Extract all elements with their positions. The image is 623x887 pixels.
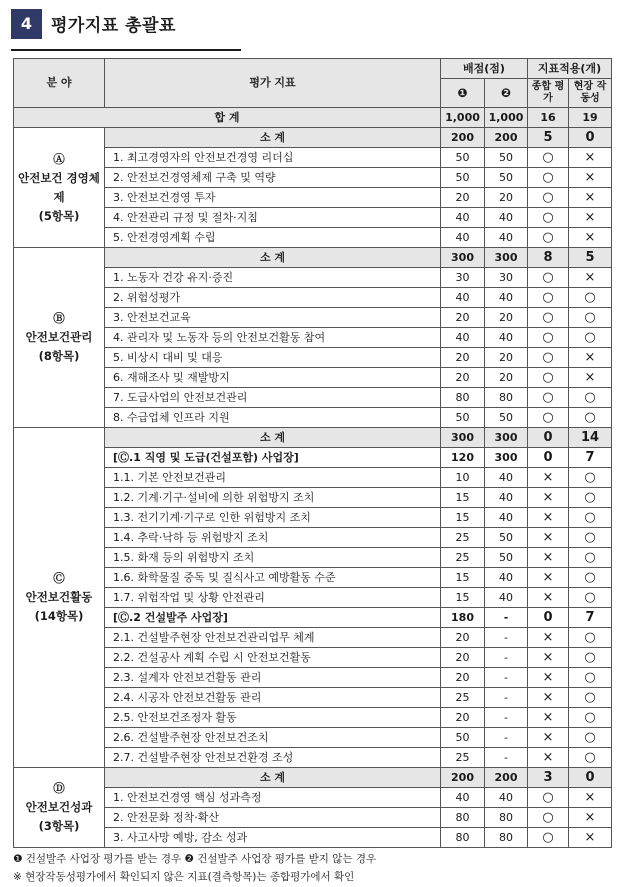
score-1-cell: 20 bbox=[441, 308, 485, 328]
comprehensive-cell: ○ bbox=[528, 828, 569, 848]
onsite-cell: × bbox=[569, 168, 612, 188]
onsite-cell: ○ bbox=[569, 408, 612, 428]
section-title: 평가지표 총괄표 bbox=[51, 16, 176, 36]
onsite-cell: × bbox=[569, 228, 612, 248]
score-2-cell: 50 bbox=[485, 168, 528, 188]
score-1-cell: 50 bbox=[441, 408, 485, 428]
indicator-label: 3. 사고사망 예방, 감소 성과 bbox=[105, 828, 441, 848]
score-2-cell: 40 bbox=[485, 468, 528, 488]
subtotal-label: 소 계 bbox=[105, 248, 441, 268]
comprehensive-cell: × bbox=[528, 548, 569, 568]
indicator-label: 2. 위험성평가 bbox=[105, 288, 441, 308]
header-score-2: ❷ bbox=[485, 79, 528, 108]
onsite-cell: ○ bbox=[569, 688, 612, 708]
score-1-cell: 20 bbox=[441, 368, 485, 388]
score-2-cell: - bbox=[485, 608, 528, 628]
section-mark: Ⓓ bbox=[53, 781, 65, 795]
score-2-cell: - bbox=[485, 728, 528, 748]
onsite-cell: ○ bbox=[569, 548, 612, 568]
comprehensive-cell: ○ bbox=[528, 188, 569, 208]
section-count: (14항목) bbox=[34, 609, 84, 623]
onsite-cell: × bbox=[569, 268, 612, 288]
indicator-label: 4. 안전관리 규정 및 절차·지침 bbox=[105, 208, 441, 228]
score-1-cell: 25 bbox=[441, 748, 485, 768]
comprehensive-cell: × bbox=[528, 588, 569, 608]
subtotal-label: 소 계 bbox=[105, 768, 441, 788]
score-2-cell: 50 bbox=[485, 548, 528, 568]
header-score-1: ❶ bbox=[441, 79, 485, 108]
section-field-cell bbox=[14, 428, 105, 768]
onsite-cell: ○ bbox=[569, 508, 612, 528]
section-subtotal-row bbox=[14, 768, 612, 788]
score-1-cell: 80 bbox=[441, 828, 485, 848]
section-mark: Ⓒ bbox=[53, 571, 65, 585]
subtotal-label: 소 계 bbox=[105, 128, 441, 148]
onsite-cell: ○ bbox=[569, 568, 612, 588]
indicator-label: 5. 비상시 대비 및 대응 bbox=[105, 348, 441, 368]
score-1-cell: 180 bbox=[441, 608, 485, 628]
score-2-cell: - bbox=[485, 668, 528, 688]
score-1-cell: 40 bbox=[441, 228, 485, 248]
onsite-cell: × bbox=[569, 188, 612, 208]
comprehensive-cell: ○ bbox=[528, 308, 569, 328]
score-2-cell: 40 bbox=[485, 288, 528, 308]
onsite-cell: ○ bbox=[569, 668, 612, 688]
score-2-cell: - bbox=[485, 648, 528, 668]
comprehensive-cell: ○ bbox=[528, 368, 569, 388]
comprehensive-cell: 8 bbox=[528, 248, 569, 268]
onsite-cell: ○ bbox=[569, 328, 612, 348]
onsite-cell: 14 bbox=[569, 428, 612, 448]
score-2-cell: 30 bbox=[485, 268, 528, 288]
score-2-cell: 40 bbox=[485, 788, 528, 808]
indicator-label: 1.2. 기계·기구·설비에 의한 위험방지 조치 bbox=[105, 488, 441, 508]
comprehensive-cell: ○ bbox=[528, 808, 569, 828]
section-count: (8항목) bbox=[38, 349, 80, 363]
comprehensive-cell: ○ bbox=[528, 348, 569, 368]
footnote-missing-items: ※ 현장작동성평가에서 확인되지 않은 지표(결측항목)는 종합평가에서 확인 bbox=[13, 871, 355, 883]
comprehensive-cell: × bbox=[528, 748, 569, 768]
indicator-label: 2.6. 건설발주현장 안전보건조치 bbox=[105, 728, 441, 748]
comprehensive-cell: × bbox=[528, 628, 569, 648]
score-1-cell: 40 bbox=[441, 788, 485, 808]
comprehensive-cell: ○ bbox=[528, 148, 569, 168]
total-score-1: 1,000 bbox=[441, 108, 485, 128]
score-1-cell: 15 bbox=[441, 588, 485, 608]
section-subtotal-row bbox=[14, 128, 612, 148]
section-subtotal-row bbox=[14, 248, 612, 268]
score-2-cell: 40 bbox=[485, 588, 528, 608]
comprehensive-cell: × bbox=[528, 528, 569, 548]
comprehensive-cell: 0 bbox=[528, 448, 569, 468]
score-1-cell: 50 bbox=[441, 728, 485, 748]
comprehensive-cell: ○ bbox=[528, 408, 569, 428]
section-count: (5항목) bbox=[38, 208, 80, 223]
onsite-cell: 0 bbox=[569, 128, 612, 148]
onsite-cell: × bbox=[569, 208, 612, 228]
score-1-cell: 25 bbox=[441, 548, 485, 568]
score-1-cell: 20 bbox=[441, 348, 485, 368]
score-2-cell: 50 bbox=[485, 148, 528, 168]
score-2-cell: 50 bbox=[485, 408, 528, 428]
comprehensive-cell: ○ bbox=[528, 328, 569, 348]
total-onsite: 19 bbox=[569, 108, 612, 128]
indicator-label: 3. 안전보건교육 bbox=[105, 308, 441, 328]
onsite-cell: × bbox=[569, 788, 612, 808]
indicator-label: 1. 노동자 건강 유지·증진 bbox=[105, 268, 441, 288]
onsite-cell: 7 bbox=[569, 608, 612, 628]
score-2-cell: 80 bbox=[485, 828, 528, 848]
score-2-cell: - bbox=[485, 708, 528, 728]
score-2-cell: 40 bbox=[485, 568, 528, 588]
onsite-cell: 7 bbox=[569, 448, 612, 468]
onsite-cell: ○ bbox=[569, 588, 612, 608]
score-1-cell: 300 bbox=[441, 248, 485, 268]
onsite-cell: ○ bbox=[569, 388, 612, 408]
onsite-cell: × bbox=[569, 348, 612, 368]
comprehensive-cell: × bbox=[528, 468, 569, 488]
comprehensive-cell: × bbox=[528, 508, 569, 528]
comprehensive-cell: × bbox=[528, 488, 569, 508]
header-indicator: 평가 지표 bbox=[105, 59, 441, 108]
score-1-cell: 30 bbox=[441, 268, 485, 288]
score-1-cell: 40 bbox=[441, 328, 485, 348]
comprehensive-cell: ○ bbox=[528, 228, 569, 248]
score-2-cell: 300 bbox=[485, 428, 528, 448]
score-1-cell: 80 bbox=[441, 388, 485, 408]
onsite-cell: ○ bbox=[569, 468, 612, 488]
section-count: (3항목) bbox=[38, 819, 80, 833]
section-field-cell bbox=[14, 128, 105, 248]
score-1-cell: 40 bbox=[441, 208, 485, 228]
footnotes bbox=[13, 850, 376, 886]
section-subtotal-row bbox=[14, 428, 612, 448]
onsite-cell: 0 bbox=[569, 768, 612, 788]
onsite-cell: ○ bbox=[569, 308, 612, 328]
section-name: 안전보건성과 bbox=[25, 800, 93, 814]
score-2-cell: 20 bbox=[485, 188, 528, 208]
onsite-cell: ○ bbox=[569, 288, 612, 308]
comprehensive-cell: ○ bbox=[528, 268, 569, 288]
score-1-cell: 120 bbox=[441, 448, 485, 468]
onsite-cell: × bbox=[569, 808, 612, 828]
total-label: 합 계 bbox=[14, 108, 441, 128]
score-2-cell: 20 bbox=[485, 348, 528, 368]
comprehensive-cell: 5 bbox=[528, 128, 569, 148]
comprehensive-cell: × bbox=[528, 688, 569, 708]
onsite-cell: ○ bbox=[569, 628, 612, 648]
comprehensive-cell: ○ bbox=[528, 208, 569, 228]
score-1-cell: 20 bbox=[441, 188, 485, 208]
section-field-cell bbox=[14, 248, 105, 428]
section-mark: Ⓐ bbox=[53, 151, 65, 166]
indicator-label: 5. 안전경영계획 수립 bbox=[105, 228, 441, 248]
onsite-cell: ○ bbox=[569, 648, 612, 668]
indicator-label: 6. 재해조사 및 재발방지 bbox=[105, 368, 441, 388]
score-2-cell: 40 bbox=[485, 328, 528, 348]
onsite-cell: ○ bbox=[569, 728, 612, 748]
header-score-group: 배점(점) bbox=[441, 59, 528, 79]
score-1-cell: 80 bbox=[441, 808, 485, 828]
section-field-cell bbox=[14, 768, 105, 848]
comprehensive-cell: × bbox=[528, 708, 569, 728]
score-1-cell: 25 bbox=[441, 688, 485, 708]
comprehensive-cell: × bbox=[528, 728, 569, 748]
indicator-label: 1.6. 화학물질 중독 및 질식사고 예방활동 수준 bbox=[105, 568, 441, 588]
score-2-cell: 200 bbox=[485, 128, 528, 148]
score-2-cell: 20 bbox=[485, 308, 528, 328]
indicator-label: 2.2. 건설공사 계획 수립 시 안전보건활동 bbox=[105, 648, 441, 668]
score-2-cell: - bbox=[485, 748, 528, 768]
header-onsite: 현장 작동성 bbox=[569, 79, 612, 108]
score-1-cell: 200 bbox=[441, 768, 485, 788]
score-1-cell: 20 bbox=[441, 628, 485, 648]
score-1-cell: 300 bbox=[441, 428, 485, 448]
indicator-label: 8. 수급업체 인프라 지원 bbox=[105, 408, 441, 428]
indicator-label: 2. 안전문화 정착·확산 bbox=[105, 808, 441, 828]
total-score-2: 1,000 bbox=[485, 108, 528, 128]
score-1-cell: 25 bbox=[441, 528, 485, 548]
group-label: [Ⓒ.1 직영 및 도급(건설포함) 사업장] bbox=[105, 448, 441, 468]
indicator-label: 3. 안전보건경영 투자 bbox=[105, 188, 441, 208]
indicator-label: 2.7. 건설발주현장 안전보건환경 조성 bbox=[105, 748, 441, 768]
score-1-cell: 200 bbox=[441, 128, 485, 148]
score-1-cell: 10 bbox=[441, 468, 485, 488]
onsite-cell: 5 bbox=[569, 248, 612, 268]
score-2-cell: 50 bbox=[485, 528, 528, 548]
indicator-label: 1.7. 위험작업 및 상황 안전관리 bbox=[105, 588, 441, 608]
indicator-label: 2.5. 안전보건조정자 활동 bbox=[105, 708, 441, 728]
score-1-cell: 50 bbox=[441, 168, 485, 188]
onsite-cell: ○ bbox=[569, 748, 612, 768]
indicator-label: 2.1. 건설발주현장 안전보건관리업무 체계 bbox=[105, 628, 441, 648]
section-mark: Ⓑ bbox=[53, 311, 65, 325]
indicator-label: 1. 안전보건경영 핵심 성과측정 bbox=[105, 788, 441, 808]
score-1-cell: 20 bbox=[441, 708, 485, 728]
footnote-score-legend: ❶ 건설발주 사업장 평가를 받는 경우 ❷ 건설발주 사업장 평가를 받지 않는 경우 bbox=[13, 853, 377, 865]
score-2-cell: 40 bbox=[485, 488, 528, 508]
score-2-cell: 20 bbox=[485, 368, 528, 388]
comprehensive-cell: × bbox=[528, 668, 569, 688]
indicator-label: 1.5. 화재 등의 위험방지 조치 bbox=[105, 548, 441, 568]
score-2-cell: 80 bbox=[485, 808, 528, 828]
score-2-cell: - bbox=[485, 688, 528, 708]
total-row bbox=[14, 108, 612, 128]
section-number-badge: 4 bbox=[11, 9, 42, 39]
title-underline bbox=[11, 49, 241, 51]
comprehensive-cell: 3 bbox=[528, 768, 569, 788]
score-1-cell: 15 bbox=[441, 508, 485, 528]
header-comprehensive: 종합 평가 bbox=[528, 79, 569, 108]
score-2-cell: 40 bbox=[485, 208, 528, 228]
comprehensive-cell: 0 bbox=[528, 608, 569, 628]
comprehensive-cell: ○ bbox=[528, 388, 569, 408]
header-apply-group: 지표적용(개) bbox=[528, 59, 612, 79]
score-2-cell: 40 bbox=[485, 508, 528, 528]
score-1-cell: 40 bbox=[441, 288, 485, 308]
indicator-label: 1. 최고경영자의 안전보건경영 리더십 bbox=[105, 148, 441, 168]
score-2-cell: - bbox=[485, 628, 528, 648]
comprehensive-cell: × bbox=[528, 568, 569, 588]
score-1-cell: 15 bbox=[441, 488, 485, 508]
indicator-label: 2.3. 설계자 안전보건활동 관리 bbox=[105, 668, 441, 688]
onsite-cell: ○ bbox=[569, 488, 612, 508]
score-1-cell: 20 bbox=[441, 648, 485, 668]
indicator-label: 2.4. 시공자 안전보건활동 관리 bbox=[105, 688, 441, 708]
comprehensive-cell: ○ bbox=[528, 168, 569, 188]
score-1-cell: 15 bbox=[441, 568, 485, 588]
comprehensive-cell: 0 bbox=[528, 428, 569, 448]
onsite-cell: × bbox=[569, 368, 612, 388]
indicator-label: 1.1. 기본 안전보건관리 bbox=[105, 468, 441, 488]
score-2-cell: 80 bbox=[485, 388, 528, 408]
comprehensive-cell: ○ bbox=[528, 788, 569, 808]
score-2-cell: 200 bbox=[485, 768, 528, 788]
indicator-label: 1.3. 전기기계·기구로 인한 위험방지 조치 bbox=[105, 508, 441, 528]
section-name: 안전보건 경영체제 bbox=[18, 170, 100, 204]
total-comprehensive: 16 bbox=[528, 108, 569, 128]
indicator-label: 4. 관리자 및 노동자 등의 안전보건활동 참여 bbox=[105, 328, 441, 348]
onsite-cell: × bbox=[569, 828, 612, 848]
score-1-cell: 20 bbox=[441, 668, 485, 688]
indicator-label: 2. 안전보건경영체제 구축 및 역량 bbox=[105, 168, 441, 188]
onsite-cell: ○ bbox=[569, 708, 612, 728]
section-name: 안전보건관리 bbox=[25, 330, 93, 344]
header-field: 분 야 bbox=[14, 59, 105, 108]
subtotal-label: 소 계 bbox=[105, 428, 441, 448]
comprehensive-cell: ○ bbox=[528, 288, 569, 308]
score-2-cell: 300 bbox=[485, 448, 528, 468]
onsite-cell: × bbox=[569, 148, 612, 168]
section-name: 안전보건활동 bbox=[25, 590, 93, 604]
comprehensive-cell: × bbox=[528, 648, 569, 668]
score-1-cell: 50 bbox=[441, 148, 485, 168]
score-2-cell: 40 bbox=[485, 228, 528, 248]
onsite-cell: ○ bbox=[569, 528, 612, 548]
score-2-cell: 300 bbox=[485, 248, 528, 268]
indicator-summary-table bbox=[13, 58, 612, 848]
indicator-label: 1.4. 추락·낙하 등 위험방지 조치 bbox=[105, 528, 441, 548]
indicator-label: 7. 도급사업의 안전보건관리 bbox=[105, 388, 441, 408]
group-label: [Ⓒ.2 건설발주 사업장] bbox=[105, 608, 441, 628]
